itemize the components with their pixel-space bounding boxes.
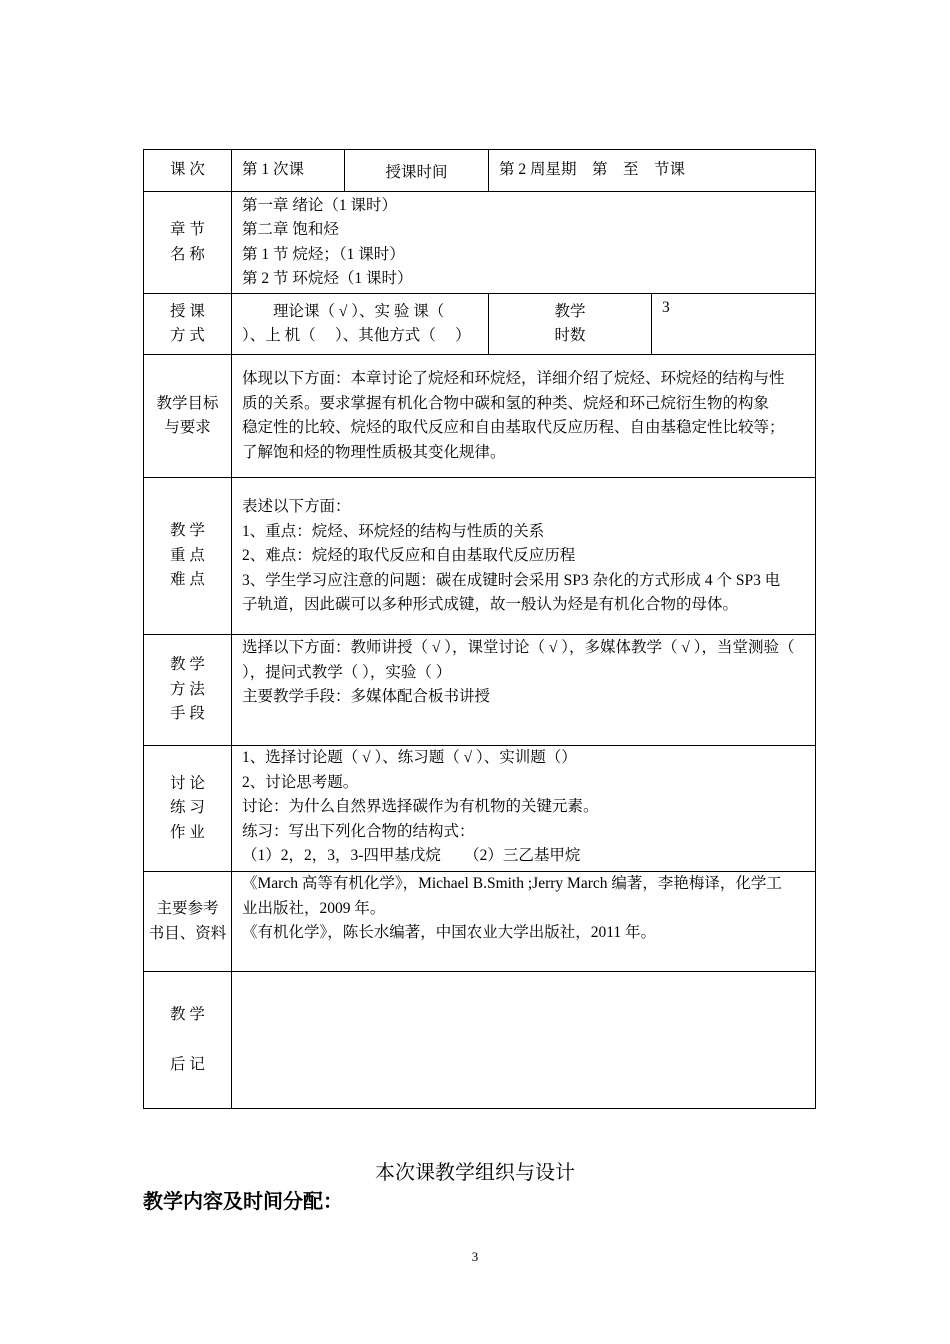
row-key-points [144,478,816,635]
row-methods [144,635,816,746]
references-label: 主要参考 书目、资料 [144,872,232,972]
references-content: 《March 高等有机化学》，Michael B.Smith ;Jerry March 编著，李艳梅译，化学工 业出版社，2009 年。 《有机化学》，陈长水编著，中国农业大学出版社，2011 年。 [232,872,816,972]
page-number: 3 [471,1249,479,1264]
row-lesson-number [144,150,816,192]
teaching-hours-label: 教学 时数 [489,294,652,355]
teaching-mode-content: 理论课（ √ ）、实 验 课（ ）、上 机（ ）、其他方式（ ） [232,294,489,355]
section-title: 本次课教学组织与设计 [375,1160,575,1184]
lesson-number-value: 第 1 次课 [232,150,345,192]
row-postscript [144,972,816,1109]
postscript-label: 教 学 后 记 [144,972,232,1109]
key-points-label: 教 学 重 点 难 点 [144,478,232,635]
lesson-plan-table [143,149,816,1109]
teaching-hours-value: 3 [652,294,816,355]
lesson-number-label: 课 次 [144,150,232,192]
row-objectives [144,355,816,478]
row-chapter [144,192,816,294]
row-exercises [144,746,816,872]
chapter-label: 章 节 名 称 [144,192,232,294]
exercises-content: 1、选择讨论题（ √ ）、练习题（ √ ）、实训题（） 2、讨论思考题。 讨论：为什么自然界选择碳作为有机物的关键元素。 练习：写出下列化合物的结构式： （1）2，2，3，3-四甲基戊烷 （2）三乙基甲烷 [232,746,816,872]
teaching-mode-label: 授 课 方 式 [144,294,232,355]
row-references [144,872,816,972]
objectives-label: 教学目标 与要求 [144,355,232,478]
key-points-content: 表述以下方面： 1、重点：烷烃、环烷烃的结构与性质的关系 2、难点：烷烃的取代反应和自由基取代反应历程 3、学生学习应注意的问题：碳在成键时会采用 SP3 杂化的方式形成 4 个 SP3 电 子轨道，因此碳可以多种形式成键，故一般认为烃是有机化合物的母体。 [232,478,816,635]
exercises-label: 讨 论 练 习 作 业 [144,746,232,872]
objectives-content: 体现以下方面：本章讨论了烷烃和环烷烃，详细介绍了烷烃、环烷烃的结构与性 质的关系。要求掌握有机化合物中碳和氢的种类、烷烃和环己烷衍生物的构象 稳定性的比较、烷烃的取代反应和自由基取代反应历程、自由基稳定性比较等； 了解饱和烃的物理性质极其变化规律。 [232,355,816,478]
teaching-time-label: 授课时间 [345,150,489,192]
section-subtitle: 教学内容及时间分配： [143,1189,343,1213]
chapter-content: 第一章 绪论（1 课时） 第二章 饱和烃 第 1 节 烷烃；（1 课时） 第 2 节 环烷烃（1 课时） [232,192,816,294]
row-teaching-mode [144,294,816,355]
methods-label: 教 学 方 法 手 段 [144,635,232,746]
teaching-time-value: 第 2 周星期 第 至 节课 [489,150,816,192]
methods-content: 选择以下方面：教师讲授（ √ ），课堂讨论（ √ ），多媒体教学（ √ ），当堂测验（ ），提问式教学（ ），实验（ ） 主要教学手段：多媒体配合板书讲授 [232,635,816,746]
postscript-content [232,972,816,1109]
